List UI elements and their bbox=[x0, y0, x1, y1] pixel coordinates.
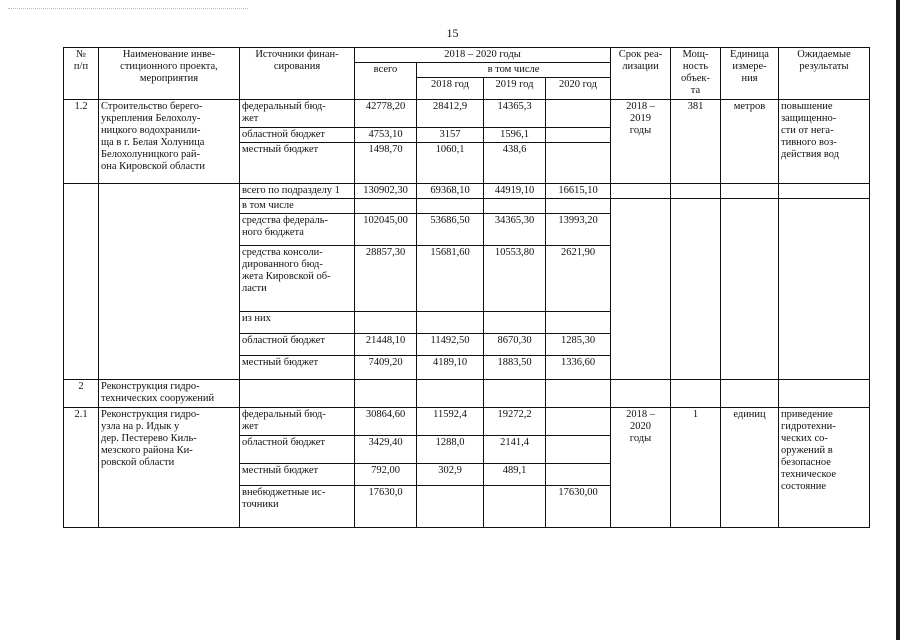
term-cell: 2018 – 2020 годы bbox=[611, 408, 671, 528]
empty-cell bbox=[484, 380, 546, 408]
empty-cell bbox=[355, 199, 417, 214]
empty-cell bbox=[721, 380, 779, 408]
unit-cell: единиц bbox=[721, 408, 779, 528]
source-cell: местный бюджет bbox=[240, 143, 355, 184]
total-cell: 7409,20 bbox=[355, 356, 417, 380]
y2019-cell: 2141,4 bbox=[484, 436, 546, 464]
empty-cell bbox=[611, 380, 671, 408]
empty-cell bbox=[355, 312, 417, 334]
y2018-cell: 28412,9 bbox=[417, 100, 484, 128]
empty-cell bbox=[671, 199, 721, 380]
page-number: 15 bbox=[446, 26, 459, 40]
empty-cell bbox=[546, 312, 611, 334]
y2020-cell bbox=[546, 100, 611, 128]
y2018-cell: 1060,1 bbox=[417, 143, 484, 184]
header-2020: 2020 год bbox=[546, 78, 611, 100]
empty-cell bbox=[671, 380, 721, 408]
subtotal-2019: 44919,10 bbox=[484, 184, 546, 199]
header-term: Срок реа- лизации bbox=[611, 48, 671, 100]
y2019-cell bbox=[484, 486, 546, 528]
y2018-cell: 11492,50 bbox=[417, 334, 484, 356]
y2018-cell: 11592,4 bbox=[417, 408, 484, 436]
y2020-cell: 13993,20 bbox=[546, 214, 611, 246]
section-name: Реконструкция гидро- технических сооружений bbox=[99, 380, 240, 408]
project-name: Реконструкция гидро- узла на р. Идык у дер. Пестерево Киль- мезского района Ки- ровской области bbox=[99, 408, 240, 528]
empty-cell bbox=[417, 312, 484, 334]
y2019-cell: 489,1 bbox=[484, 464, 546, 486]
row-num: 1.2 bbox=[64, 100, 99, 184]
source-cell: средства федераль- ного бюджета bbox=[240, 214, 355, 246]
empty-cell bbox=[779, 380, 870, 408]
of-which-label: из них bbox=[240, 312, 355, 334]
header-unit: Единица измере- ния bbox=[721, 48, 779, 100]
y2019-cell: 1596,1 bbox=[484, 128, 546, 143]
capacity-cell: 381 bbox=[671, 100, 721, 184]
y2018-cell: 4189,10 bbox=[417, 356, 484, 380]
total-cell: 21448,10 bbox=[355, 334, 417, 356]
header-incl: в том числе bbox=[417, 63, 611, 78]
empty-cell bbox=[484, 312, 546, 334]
total-cell: 102045,00 bbox=[355, 214, 417, 246]
y2020-cell bbox=[546, 408, 611, 436]
empty-cell bbox=[721, 199, 779, 380]
empty-cell bbox=[611, 184, 671, 199]
scan-edge bbox=[896, 0, 900, 640]
source-cell: внебюджетные ис- точники bbox=[240, 486, 355, 528]
total-cell: 3429,40 bbox=[355, 436, 417, 464]
header-name: Наименование инве- стиционного проекта, мероприятия bbox=[99, 48, 240, 100]
empty-cell bbox=[417, 380, 484, 408]
result-cell: повышение защищенно- сти от нега- тивного воз- действия вод bbox=[779, 100, 870, 184]
total-cell: 792,00 bbox=[355, 464, 417, 486]
header-num: № п/п bbox=[64, 48, 99, 100]
y2019-cell: 34365,30 bbox=[484, 214, 546, 246]
source-cell: областной бюджет bbox=[240, 334, 355, 356]
capacity-cell: 1 bbox=[671, 408, 721, 528]
y2018-cell bbox=[417, 486, 484, 528]
total-cell: 17630,0 bbox=[355, 486, 417, 528]
empty-cell bbox=[779, 199, 870, 380]
subtotal-total: 130902,30 bbox=[355, 184, 417, 199]
empty-cell bbox=[99, 184, 240, 380]
y2019-cell: 1883,50 bbox=[484, 356, 546, 380]
y2018-cell: 3157 bbox=[417, 128, 484, 143]
source-cell: местный бюджет bbox=[240, 356, 355, 380]
y2020-cell bbox=[546, 128, 611, 143]
y2020-cell bbox=[546, 143, 611, 184]
total-cell: 4753,10 bbox=[355, 128, 417, 143]
source-cell: местный бюджет bbox=[240, 464, 355, 486]
source-cell: областной бюджет bbox=[240, 128, 355, 143]
result-cell: приведение гидротехни- ческих со- оружений в безопасное техническое состояние bbox=[779, 408, 870, 528]
empty-cell bbox=[484, 199, 546, 214]
empty-cell bbox=[671, 184, 721, 199]
source-cell: областной бюджет bbox=[240, 436, 355, 464]
header-2018: 2018 год bbox=[417, 78, 484, 100]
total-cell: 28857,30 bbox=[355, 246, 417, 312]
empty-cell bbox=[546, 199, 611, 214]
y2020-cell bbox=[546, 464, 611, 486]
y2020-cell bbox=[546, 436, 611, 464]
subtotal-2018: 69368,10 bbox=[417, 184, 484, 199]
y2019-cell: 438,6 bbox=[484, 143, 546, 184]
y2019-cell: 19272,2 bbox=[484, 408, 546, 436]
y2018-cell: 302,9 bbox=[417, 464, 484, 486]
header-capacity: Мощ- ность объек- та bbox=[671, 48, 721, 100]
y2020-cell: 2621,90 bbox=[546, 246, 611, 312]
header-results: Ожидаемые результаты bbox=[779, 48, 870, 100]
empty-cell bbox=[611, 199, 671, 380]
header-2019: 2019 год bbox=[484, 78, 546, 100]
source-cell: средства консоли- дированного бюд- жета Кировской об- ласти bbox=[240, 246, 355, 312]
investment-table bbox=[63, 47, 870, 528]
y2019-cell: 10553,80 bbox=[484, 246, 546, 312]
empty-cell bbox=[546, 380, 611, 408]
row-num: 2 bbox=[64, 380, 99, 408]
header-sources: Источники финан- сирования bbox=[240, 48, 355, 100]
total-cell: 30864,60 bbox=[355, 408, 417, 436]
total-cell: 42778,20 bbox=[355, 100, 417, 128]
y2018-cell: 15681,60 bbox=[417, 246, 484, 312]
unit-cell: метров bbox=[721, 100, 779, 184]
scan-artifact bbox=[8, 8, 248, 9]
header-total: всего bbox=[355, 63, 417, 100]
total-cell: 1498,70 bbox=[355, 143, 417, 184]
header-years: 2018 – 2020 годы bbox=[355, 48, 611, 63]
y2018-cell: 53686,50 bbox=[417, 214, 484, 246]
subtotal-2020: 16615,10 bbox=[546, 184, 611, 199]
y2018-cell: 1288,0 bbox=[417, 436, 484, 464]
empty-cell bbox=[240, 380, 355, 408]
empty-cell bbox=[417, 199, 484, 214]
empty-cell bbox=[355, 380, 417, 408]
term-cell: 2018 – 2019 годы bbox=[611, 100, 671, 184]
project-name: Строительство берего- укрепления Белохолу- ницкого водохранили- ща в г. Белая Холуница Белохолуницкого рай- она Кировской области bbox=[99, 100, 240, 184]
source-cell: федеральный бюд- жет bbox=[240, 100, 355, 128]
y2020-cell: 1285,30 bbox=[546, 334, 611, 356]
subtotal-label: всего по подразделу 1 bbox=[240, 184, 355, 199]
empty-cell bbox=[64, 184, 99, 380]
y2019-cell: 8670,30 bbox=[484, 334, 546, 356]
y2020-cell: 17630,00 bbox=[546, 486, 611, 528]
empty-cell bbox=[721, 184, 779, 199]
empty-cell bbox=[779, 184, 870, 199]
y2020-cell: 1336,60 bbox=[546, 356, 611, 380]
incl-label: в том числе bbox=[240, 199, 355, 214]
row-num: 2.1 bbox=[64, 408, 99, 528]
source-cell: федеральный бюд- жет bbox=[240, 408, 355, 436]
y2019-cell: 14365,3 bbox=[484, 100, 546, 128]
